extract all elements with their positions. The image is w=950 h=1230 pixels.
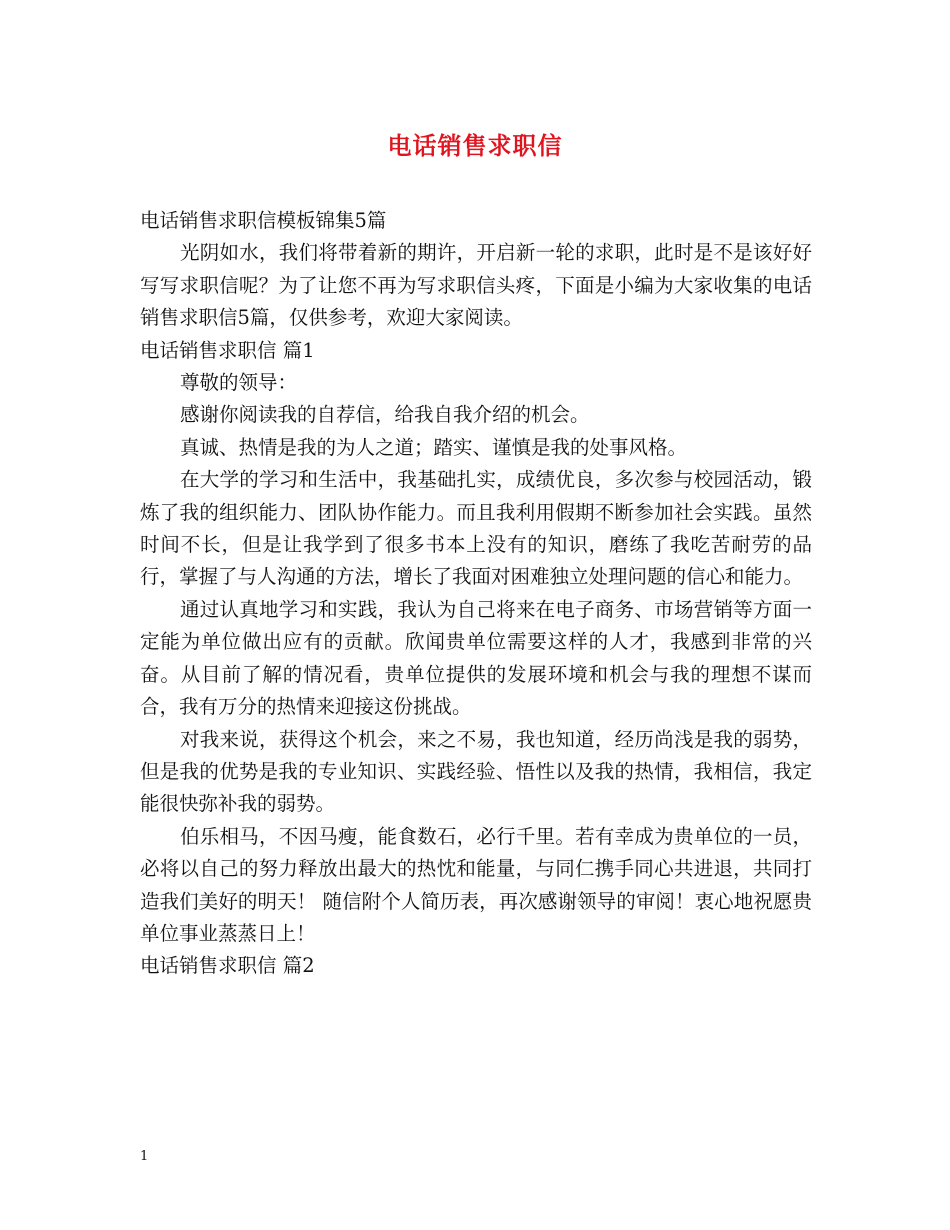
section-heading-2: 电话销售求职信 篇2 [140,954,315,978]
intro-paragraph: 光阴如水，我们将带着新的期许，开启新一轮的求职，此时是不是该好好写写求职信呢？为了让您不再为写求职信头疼，下面是小编为大家收集的电话销售求职信5篇，仅供参考，欢迎大家阅读。 [140,241,812,330]
document-body [140,205,812,983]
letter-paragraph: 对我来说，获得这个机会，来之不易，我也知道，经历尚浅是我的弱势，但是我的优势是我的专业知识、实践经验、悟性以及我的热情，我相信，我定能很快弥补我的弱势。 [140,727,812,816]
letter-paragraph: 真诚、热情是我的为人之道；踏实、谨慎是我的处事风格。 [180,435,688,459]
document-subtitle: 电话销售求职信模板锦集5篇 [140,209,387,232]
letter-paragraph: 伯乐相马，不因马瘦，能食数石，必行千里。若有幸成为贵单位的一员，必将以自己的努力释放出最大的热忱和能量，与同仁携手同心共进退，共同打造我们美好的明天！ 随信附个人简历表，再次感谢领导的审阅！衷心地祝愿贵单位事业蒸蒸日上！ [140,824,812,945]
letter-paragraph: 通过认真地学习和实践，我认为自己将来在电子商务、市场营销等方面一定能为单位做出应有的贡献。欣闻贵单位需要这样的人才，我感到非常的兴奋。从目前了解的情况看，贵单位提供的发展环境和机会与我的理想不谋而合，我有万分的热情来迎接这份挑战。 [140,597,812,719]
page-title: 电话销售求职信 [387,131,563,160]
letter-paragraph: 感谢你阅读我的自荐信，给我自我介绍的机会。 [180,403,590,427]
letter-greeting: 尊敬的领导： [180,371,298,395]
page-number: 1 [140,1149,149,1164]
letter-paragraph: 在大学的学习和生活中，我基础扎实，成绩优良，多次参与校园活动，锻炼了我的组织能力、团队协作能力。而且我利用假期不断参加社会实践。虽然时间不长，但是让我学到了很多书本上没有的知识，磨练了我吃苦耐劳的品行，掌握了与人沟通的方法，增长了我面对困难独立处理问题的信心和能力。 [140,468,812,589]
section-heading-1: 电话销售求职信 篇1 [140,338,315,362]
